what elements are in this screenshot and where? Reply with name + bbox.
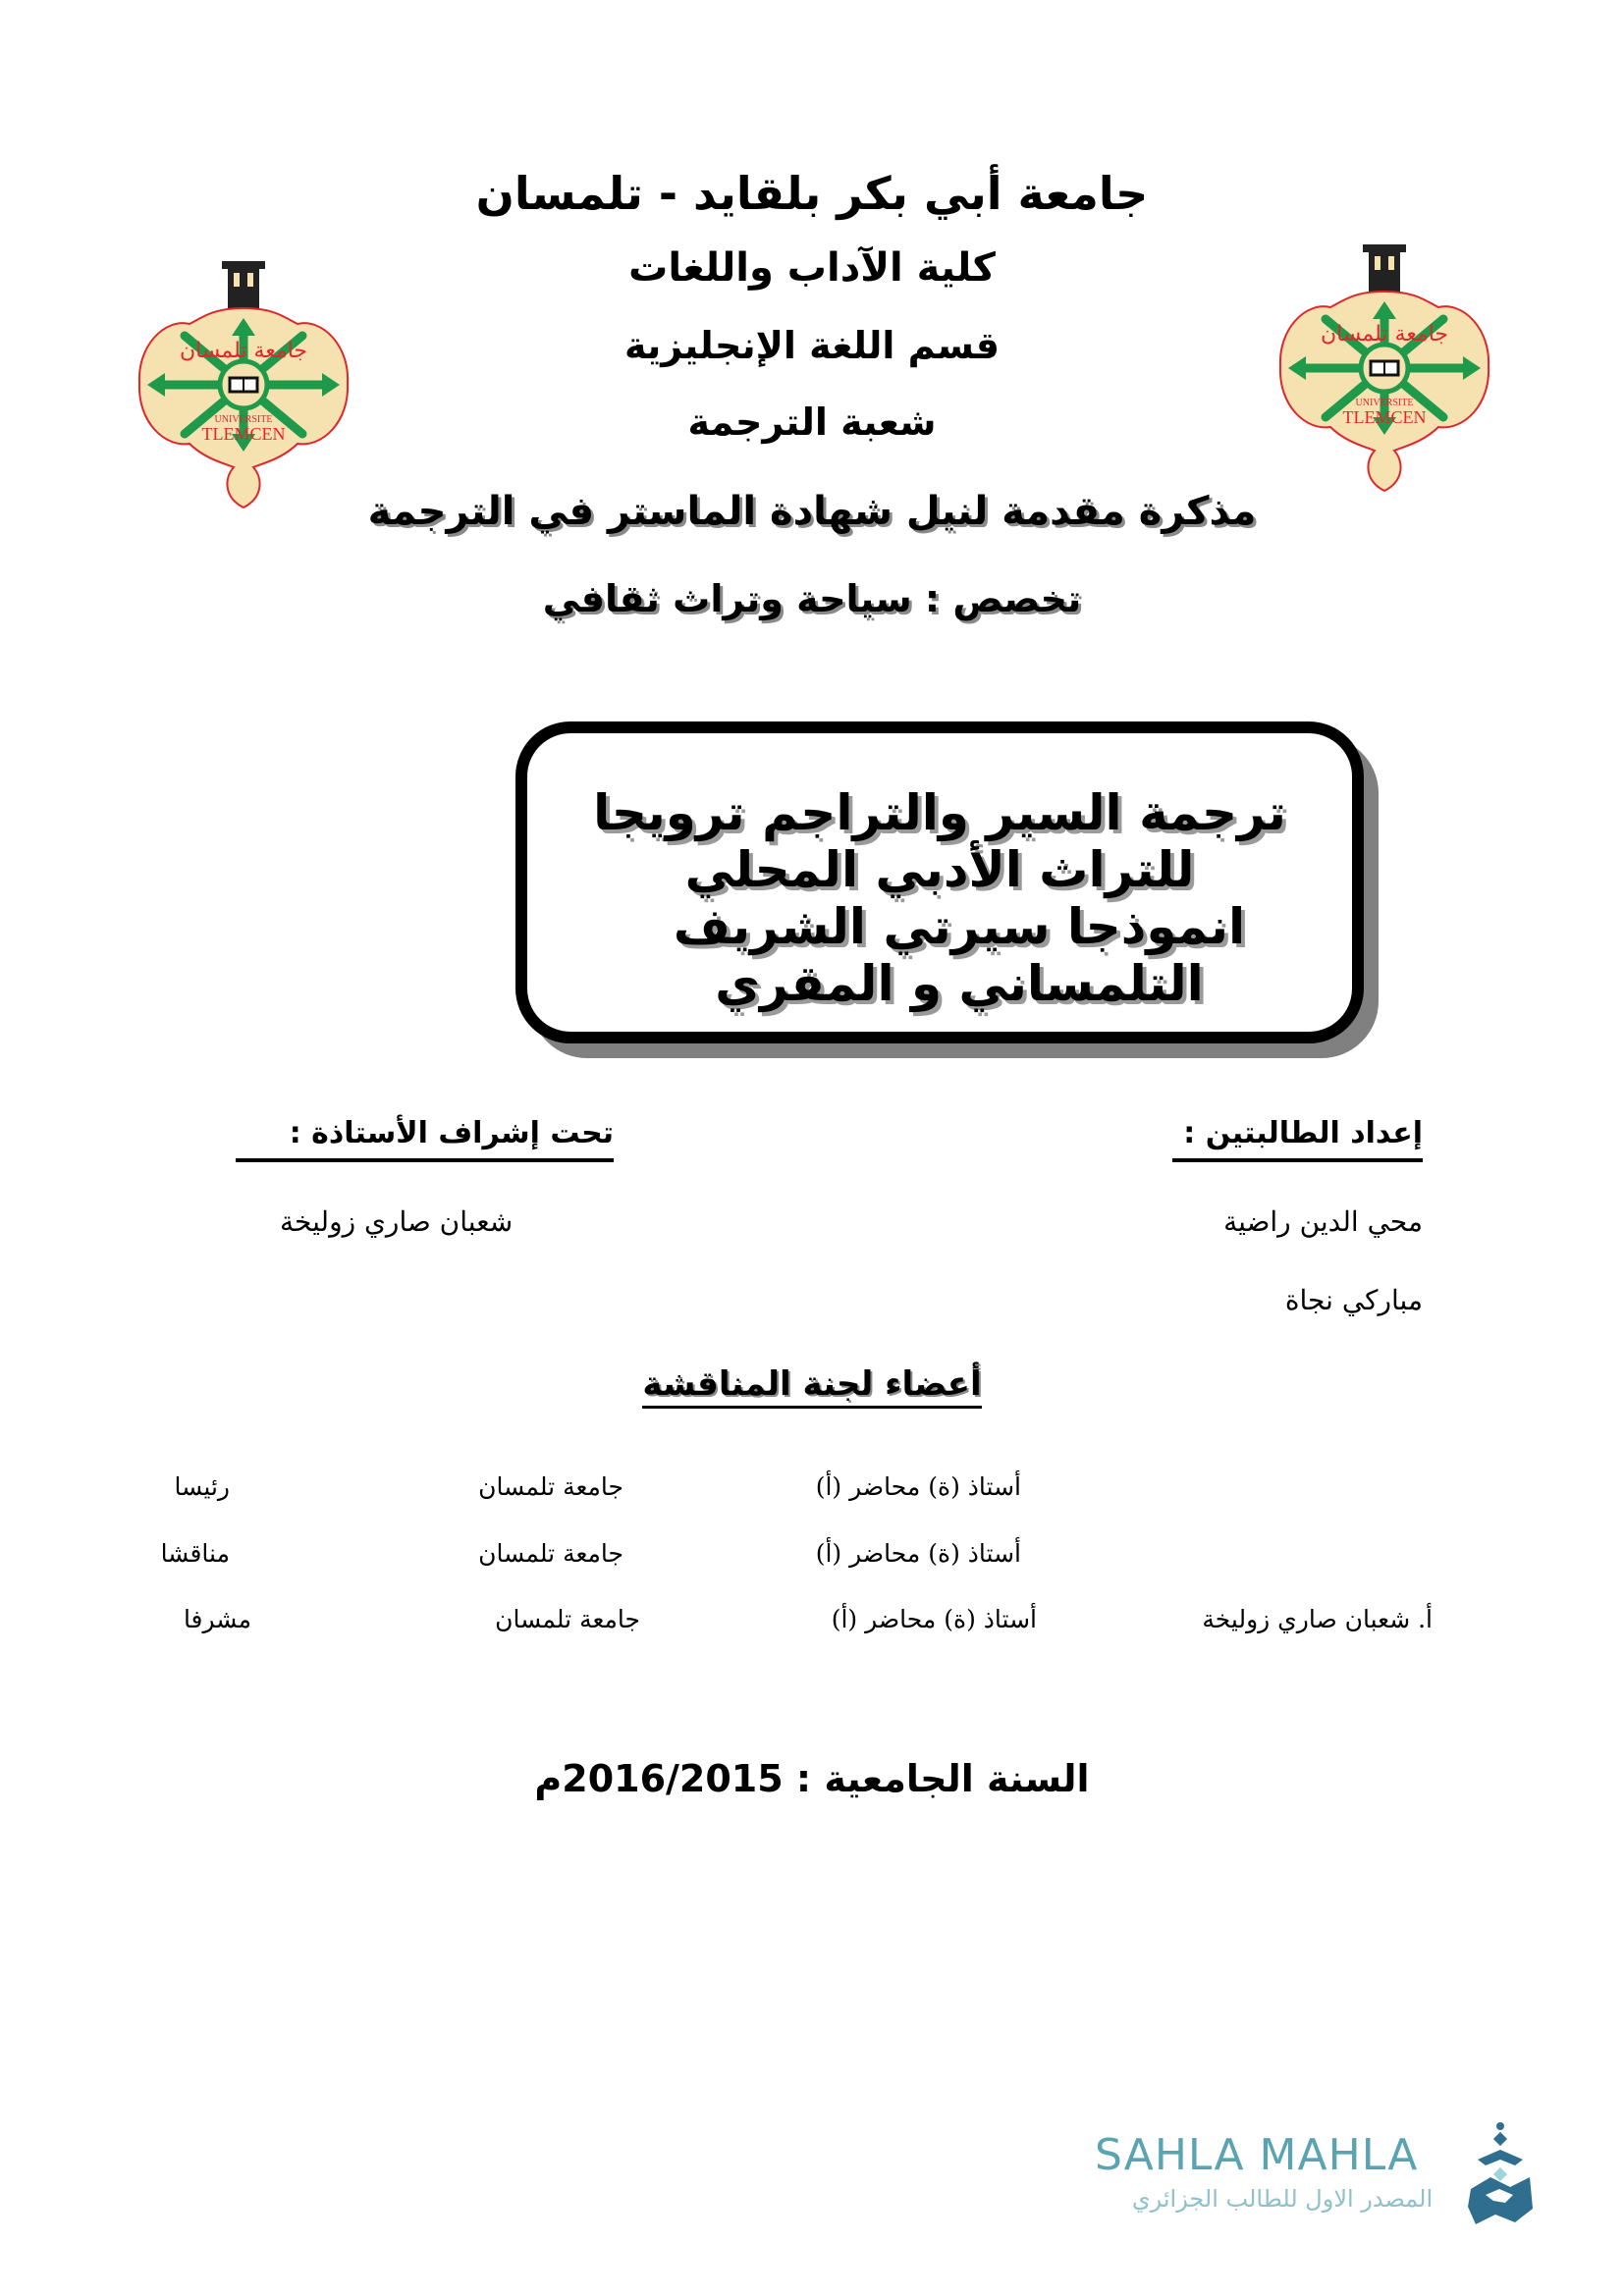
university-logo-left <box>126 257 361 512</box>
university-name: جامعة أبي بكر بلقايد - تلمسان <box>475 167 1149 220</box>
member-rank: أستاذ (ة) محاضر (أ) <box>815 1539 1021 1568</box>
member-university: جامعة تلمسان <box>495 1605 640 1633</box>
member-role: مشرفا <box>183 1605 251 1633</box>
memo-subtitle: مذكرة مقدمة لنيل شهادة الماستر في الترجمة <box>367 489 1257 534</box>
watermark-brand: SAHLA MAHLA <box>1095 2130 1419 2180</box>
watermark-tagline: المصدر الاول للطالب الجزائري <box>1131 2185 1434 2213</box>
thesis-title-line-2: انموذجا سيرتي الشريف التلمساني و المقري <box>673 898 1246 1012</box>
svg-text:TLEMCEN: TLEMCEN <box>1342 407 1427 427</box>
member-university: جامعة تلمسان <box>478 1539 623 1568</box>
university-logo-right <box>1267 240 1502 496</box>
supervision-label: تحت إشراف الأستاذة : <box>236 1116 614 1162</box>
member-university: جامعة تلمسان <box>478 1472 623 1501</box>
sahla-mahla-watermark <box>1095 2130 1527 2238</box>
svg-text:جامعة تلمسان: جامعة تلمسان <box>1320 322 1449 347</box>
sahla-mahla-logo-icon <box>1466 2120 1535 2228</box>
committee-row <box>0 1472 1624 1522</box>
tlemcen-emblem-icon <box>139 261 348 507</box>
faculty-name: كلية الآداب واللغات <box>628 245 996 291</box>
tlemcen-emblem-icon <box>1280 244 1489 491</box>
member-name: أ. شعبان صاري زوليخة <box>1202 1605 1433 1633</box>
committee-heading <box>0 1364 1624 1404</box>
committee-row <box>0 1605 1624 1654</box>
svg-text:UNIVERSITE: UNIVERSITE <box>214 414 273 425</box>
member-role: رئيسا <box>174 1472 230 1501</box>
member-rank: أستاذ (ة) محاضر (أ) <box>815 1472 1021 1501</box>
academic-year: السنة الجامعية : 2016/2015م <box>534 1757 1090 1800</box>
svg-text:TLEMCEN: TLEMCEN <box>201 424 286 444</box>
svg-text:جامعة تلمسان: جامعة تلمسان <box>179 339 308 363</box>
department-name: قسم اللغة الإنجليزية <box>623 324 1001 367</box>
thesis-title-box <box>515 721 1364 1043</box>
supervisor-name: شعبان صاري زوليخة <box>280 1205 514 1238</box>
student-name: مباركي نجاة <box>1284 1284 1423 1316</box>
svg-text:UNIVERSITE: UNIVERSITE <box>1355 398 1414 408</box>
specialty-subtitle: تخصص : سياحة وتراث ثقافي <box>542 577 1082 620</box>
thesis-title-line-1: ترجمة السير والتراجم ترويجا للتراث الأدبي المحلي <box>593 784 1286 898</box>
member-rank: أستاذ (ة) محاضر (أ) <box>831 1605 1037 1633</box>
prepared-by-label: إعداد الطالبتين : <box>1172 1116 1423 1162</box>
member-role: مناقشا <box>160 1539 230 1568</box>
committee-title: أعضاء لجنة المناقشة <box>642 1364 981 1409</box>
section-name: شعبة الترجمة <box>687 400 937 444</box>
committee-row <box>0 1539 1624 1588</box>
student-name: محي الدين راضية <box>1223 1205 1423 1238</box>
